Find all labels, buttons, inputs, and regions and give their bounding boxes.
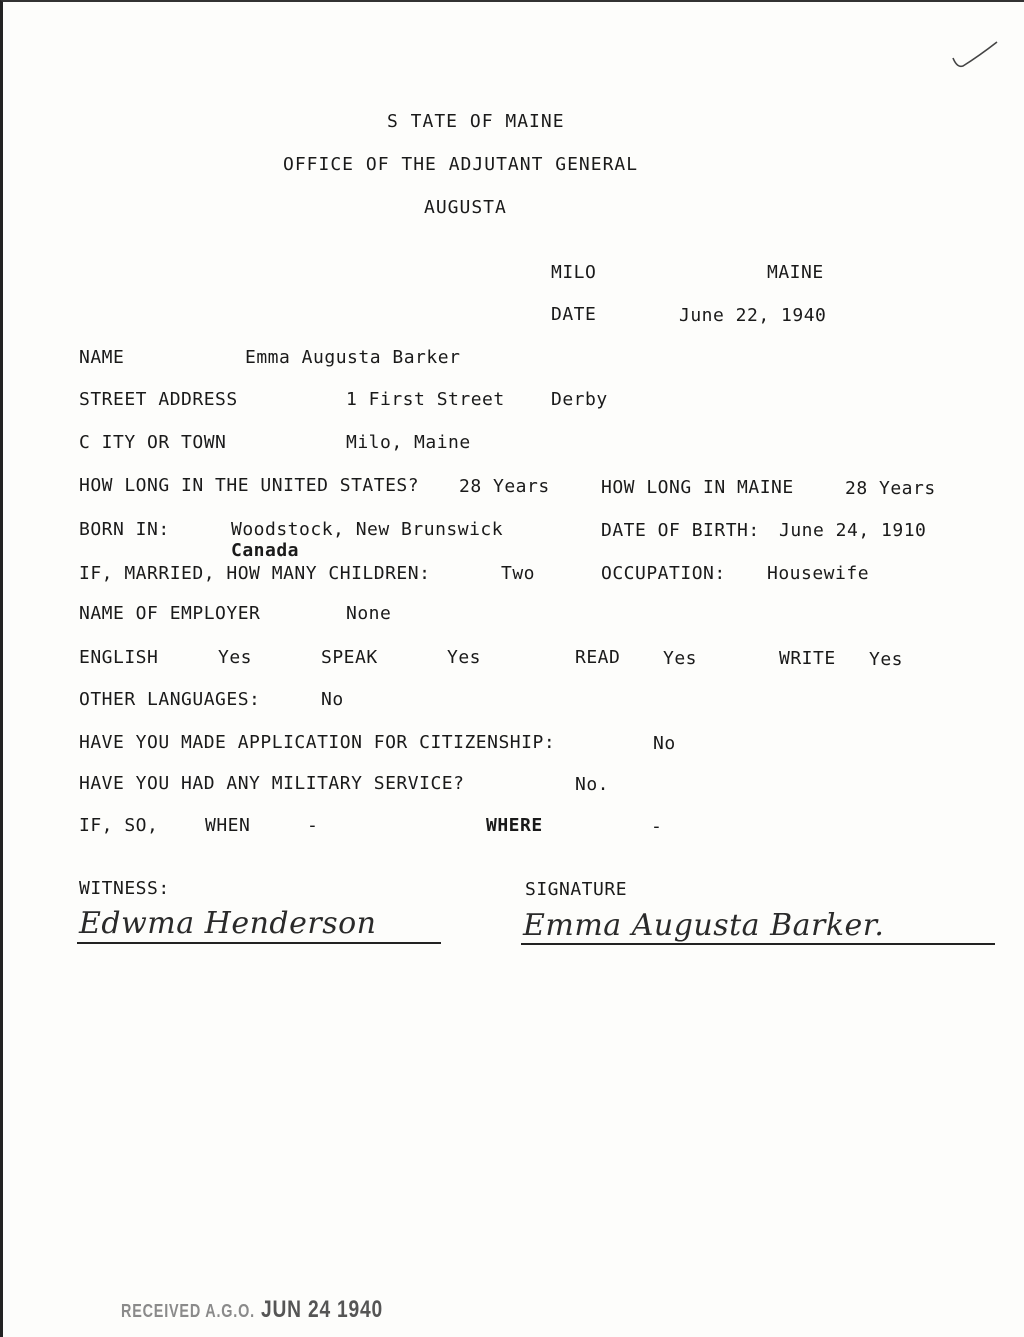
received-stamp-date: JUN 24 1940 [261, 1296, 383, 1323]
us-duration-label: HOW LONG IN THE UNITED STATES? [79, 475, 420, 496]
occupation-label: OCCUPATION: [601, 563, 726, 584]
city-value: Milo, Maine [346, 432, 471, 453]
location-state: MAINE [767, 262, 824, 283]
born-label: BORN IN: [79, 519, 170, 540]
when-value: - [307, 815, 319, 836]
military-label: HAVE YOU HAD ANY MILITARY SERVICE? [79, 773, 465, 794]
signature-label: SIGNATURE [525, 879, 628, 900]
citizenship-value: No [653, 733, 676, 754]
street-label: STREET ADDRESS [79, 389, 238, 410]
dob-label: DATE OF BIRTH: [601, 520, 760, 541]
witness-signature: Edwma Henderson [79, 906, 377, 941]
maine-duration-label: HOW LONG IN MAINE [601, 477, 794, 498]
street-value: 1 First Street [346, 389, 505, 410]
write-value: Yes [869, 649, 904, 670]
born-value: Woodstock, New Brunswick [231, 519, 504, 540]
header-state: S TATE OF MAINE [387, 111, 565, 132]
children-label: IF, MARRIED, HOW MANY CHILDREN: [79, 563, 431, 584]
speak-label: SPEAK [321, 647, 378, 668]
english-label: ENGLISH [79, 647, 159, 668]
write-label: WRITE [779, 648, 836, 669]
maine-duration-value: 28 Years [845, 478, 936, 499]
other-languages-value: No [321, 689, 344, 710]
if-so-label: IF, SO, [79, 815, 159, 836]
header-office: OFFICE OF THE ADJUTANT GENERAL [283, 154, 639, 175]
date-value: June 22, 1940 [679, 305, 827, 326]
applicant-signature-line [521, 943, 995, 945]
born-value-country: Canada [231, 540, 300, 561]
children-value: Two [501, 563, 536, 584]
where-label: WHERE [486, 815, 543, 836]
read-value: Yes [663, 648, 698, 669]
where-value: - [651, 816, 663, 837]
received-stamp [121, 1296, 383, 1324]
when-label: WHEN [205, 815, 251, 836]
us-duration-value: 28 Years [459, 476, 550, 497]
speak-value: Yes [447, 647, 482, 668]
location-town: MILO [551, 262, 597, 283]
name-value: Emma Augusta Barker [245, 347, 461, 368]
witness-signature-line [77, 942, 441, 944]
read-label: READ [575, 647, 621, 668]
occupation-value: Housewife [767, 563, 870, 584]
name-label: NAME [79, 347, 125, 368]
citizenship-label: HAVE YOU MADE APPLICATION FOR CITIZENSHIP: [79, 732, 556, 753]
employer-label: NAME OF EMPLOYER [79, 603, 261, 624]
witness-label: WITNESS: [79, 878, 170, 899]
checkmark-icon [951, 38, 999, 74]
received-stamp-prefix: RECEIVED A.G.O. [121, 1301, 255, 1321]
header-city: AUGUSTA [424, 197, 507, 218]
military-value: No. [575, 774, 610, 795]
other-languages-label: OTHER LANGUAGES: [79, 689, 261, 710]
street-value-2: Derby [551, 389, 608, 410]
applicant-signature: Emma Augusta Barker. [523, 908, 885, 943]
dob-value: June 24, 1910 [779, 520, 927, 541]
city-label: C ITY OR TOWN [79, 432, 227, 453]
english-value: Yes [218, 647, 253, 668]
employer-value: None [346, 603, 392, 624]
date-label: DATE [551, 304, 597, 325]
